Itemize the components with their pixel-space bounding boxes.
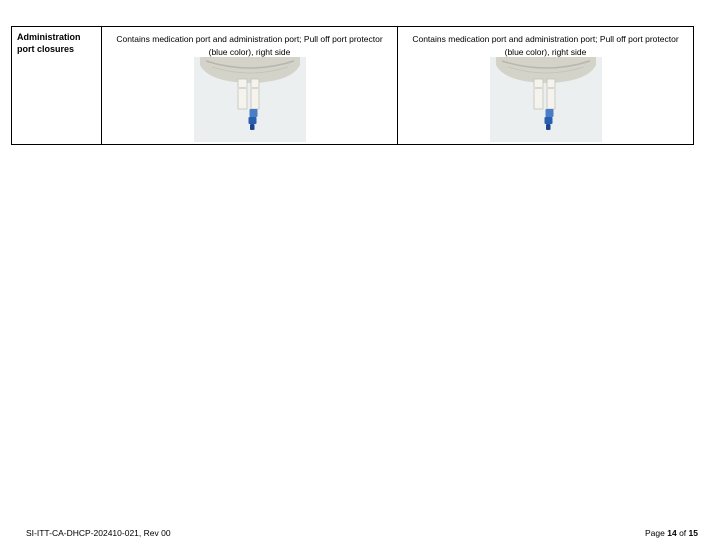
page-current: 14 <box>667 528 677 538</box>
page-of: of <box>679 528 687 538</box>
page-number <box>645 528 698 538</box>
iv-bag-port-photo-2 <box>490 57 602 142</box>
iv-bag-port-photo-1 <box>194 57 306 142</box>
row-label: Administration port closures <box>17 32 81 54</box>
row-label-cell <box>12 27 102 145</box>
port-closures-table <box>11 26 694 145</box>
port-description-2: Contains medication port and administration port; Pull off port protector (blue color), right side <box>412 34 679 57</box>
port-description-1: Contains medication port and administration port; Pull off port protector (blue color), right side <box>116 34 383 57</box>
document-id: SI-ITT-CA-DHCP-202410-021, Rev 00 <box>26 528 171 538</box>
table-row <box>12 27 694 145</box>
content-cell-1 <box>102 27 398 145</box>
page-total: 15 <box>688 528 698 538</box>
page-prefix: Page <box>644 528 665 538</box>
content-cell-2 <box>398 27 694 145</box>
